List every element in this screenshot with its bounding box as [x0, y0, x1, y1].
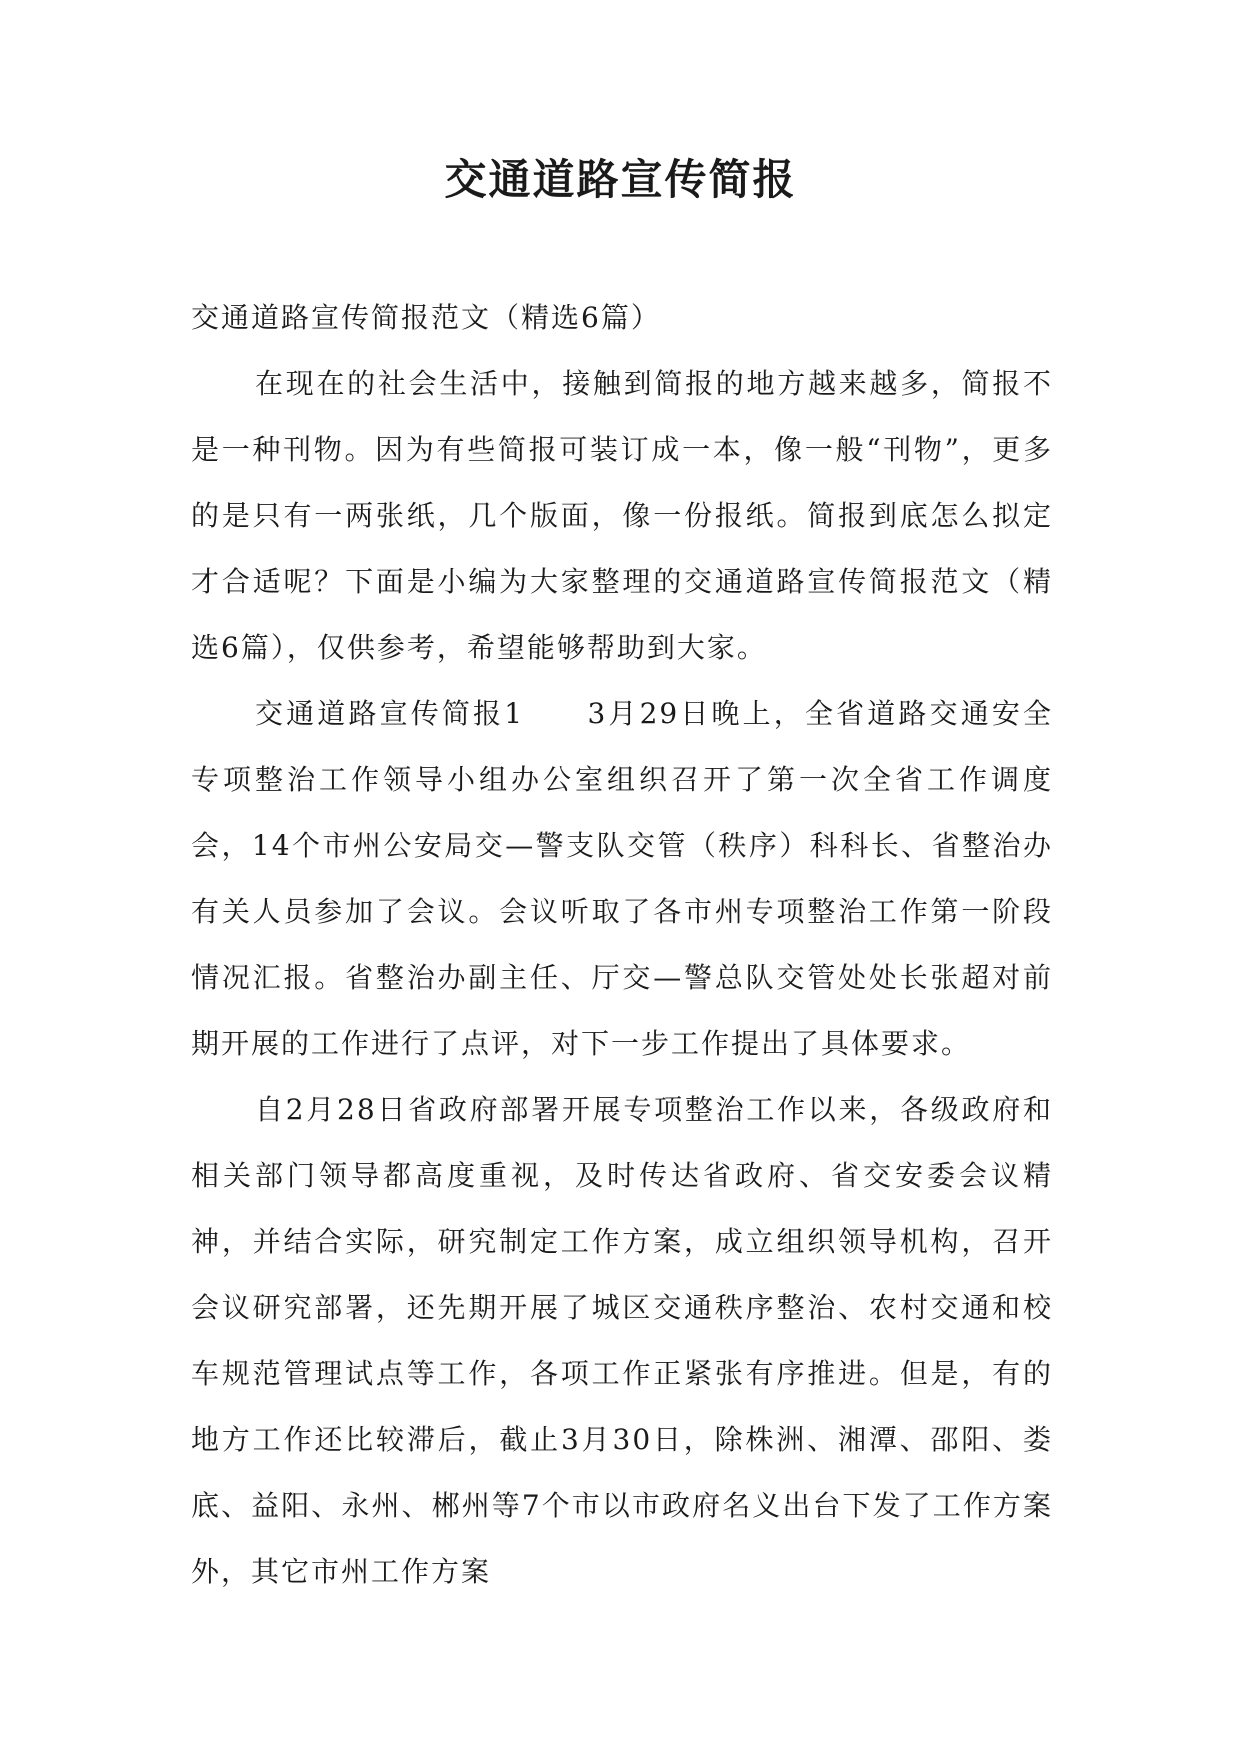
document-title: 交通道路宣传简报 [444, 155, 797, 204]
body-paragraph-intro: 在现在的社会生活中，接触到简报的地方越来越多，简报不是一种刊物。因为有些简报可装订成一本，像一般“刊物”，更多的是只有一两张纸，几个版面，像一份报纸。简报到底怎么拟定才合适呢？下面是小编为大家整理的交通道路宣传简报范文（精选6篇），仅供参考，希望能够帮助到大家。 [191, 367, 1053, 664]
document-body [191, 285, 1053, 1605]
body-paragraph-progress: 自2月28日省政府部署开展专项整治工作以来，各级政府和相关部门领导都高度重视，及时传达省政府、省交安委会议精神，并结合实际，研究制定工作方案，成立组织领导机构，召开会议研究部署，还先期开展了城区交通秩序整治、农村交通和校车规范管理试点等工作，各项工作正紧张有序推进。但是，有的地方工作还比较滞后，截止3月30日，除株洲、湘潭、邵阳、娄底、益阳、永州、郴州等7个市以市政府名义出台下发了工作方案外，其它市州工作方案 [191, 1093, 1053, 1588]
document-subtitle: 交通道路宣传简报范文（精选6篇） [191, 301, 661, 334]
body-paragraph-report-1: 交通道路宣传简报1 3月29日晚上，全省道路交通安全专项整治工作领导小组办公室组织召开了第一次全省工作调度会，14个市州公安局交—警支队交管（秩序）科科长、省整治办有关人员参加了会议。会议听取了各市州专项整治工作第一阶段情况汇报。省整治办副主任、厅交—警总队交管处处长张超对前期开展的工作进行了点评，对下一步工作提出了具体要求。 [191, 697, 1053, 1060]
